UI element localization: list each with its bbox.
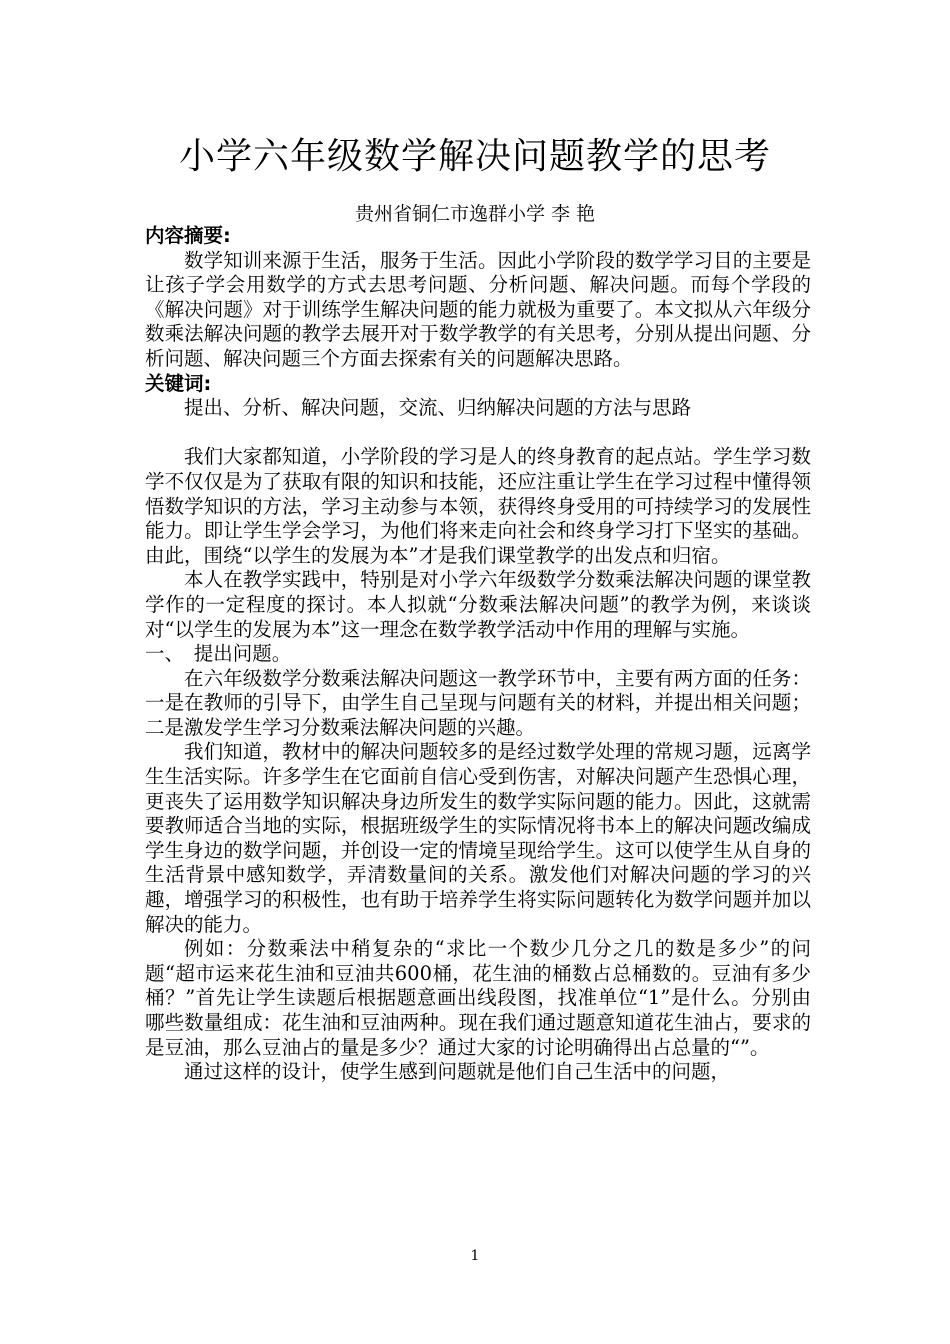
keywords-label: 关键词: [145,371,212,395]
paragraph-4: 我们知道，教材中的解决问题较多的是经过数学处理的常规习题，远离学生生活实际。许多学生在它面前自信心受到伤害，对解决问题产生恐惧心理，更丧失了运用数学知识解决身边所发生的数学实际问题的能力。因此，这就需要教师适合当地的实际，根据班级学生的实际情况将书本上的解决问题改编成学生身边的数学问题，并创设一定的情境呈现给学生。这可以使学生从自身的生活背景中感知数学，弄清数量间的关系。激发他们对解决问题的学习的兴趣，增强学习的积极性，也有助于培养学生将实际问题转化为数学问题并加以解决的能力。 [145,740,811,936]
abstract-label: 内容摘要: [145,224,231,247]
keywords-text: 提出、分析、解决问题，交流、归纳解决问题的方法与思路 [184,396,692,420]
author-line: 贵州省铜仁市逸群小学 李 艳 [354,203,596,225]
abstract-paragraph: 数学知训来源于生活，服务于生活。因此小学阶段的数学学习目的主要是让孩子学会用数学的方式去思考问题、分析问题、解决问题。而每个学段的《解决问题》对于训练学生解决问题的能力就极为重要了。本文拟从六年级分数乘法解决问题的教学去展开对于数学教学的有关思考，分别从提出问题、分析问题、解决问题三个方面去探索有关的问题解决思路。 [145,248,811,370]
blank-line [145,421,811,446]
document-body [145,224,811,1085]
section-heading-1: 一、 提出问题。 [145,642,292,666]
paragraph-5: 例如：分数乘法中稍复杂的“求比一个数少几分之几的数是多少”的问题“超市运来花生油和豆油共600桶，花生油的桶数占总桶数的。豆油有多少桶？”首先让学生读题后根据题意画出线段图，找准单位“1”是什么。分别由哪些数量组成：花生油和豆油两种。现在我们通过题意知道花生油占，要求的是豆油，那么豆油占的量是多少？通过大家的讨论明确得出占总量的“”。 [145,937,811,1059]
paragraph-2: 本人在教学实践中，特别是对小学六年级数学分数乘法解决问题的课堂教学作的一定程度的探讨。本人拟就“分数乘法解决问题”的教学为例，来谈谈对“以学生的发展为本”这一理念在数学教学活动中作用的理解与实施。 [145,568,811,641]
paragraph-3: 在六年级数学分数乘法解决问题这一教学环节中，主要有两方面的任务：一是在教师的引导下，由学生自己呈现与问题有关的材料，并提出相关问题；二是激发学生学习分数乘法解决问题的兴趣。 [145,666,811,739]
document-title: 小学六年级数学解决问题教学的思考 [178,136,771,177]
paragraph-1: 我们大家都知道，小学阶段的学习是人的终身教育的起点站。学生学习数学不仅仅是为了获取有限的知识和技能，还应注重让学生在学习过程中懂得领悟数学知识的方法，学习主动参与本领，获得终身受用的可持续学习的发展性能力。即让学生学会学习，为他们将来走向社会和终身学习打下坚实的基础。由此，围绕“以学生的发展为本”才是我们课堂教学的出发点和归宿。 [145,445,811,567]
page-number: 1 [470,1248,480,1264]
paragraph-6: 通过这样的设计，使学生感到问题就是他们自己生活中的问题， [184,1060,731,1084]
